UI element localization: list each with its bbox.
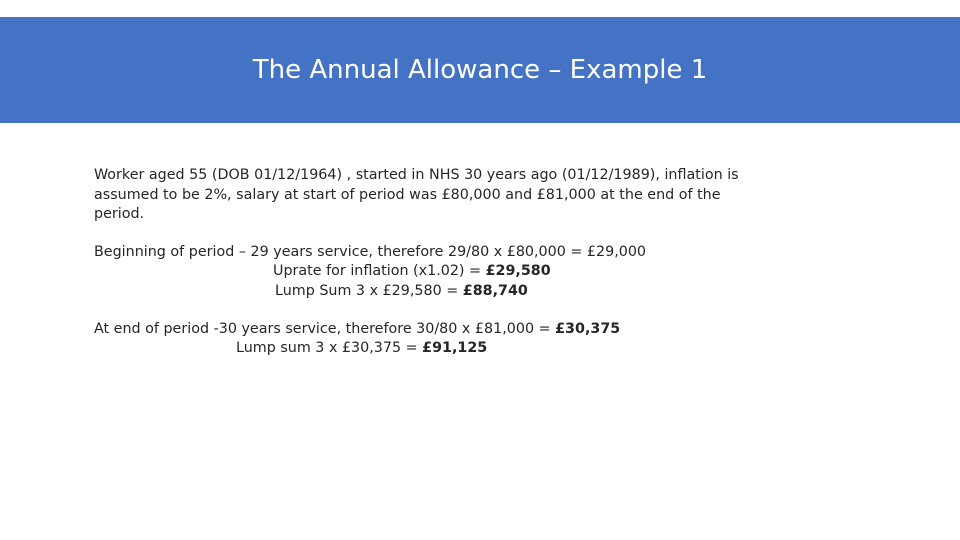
end-lump-sum-label: Lump sum 3 x £30,375 = (236, 340, 423, 356)
beginning-lump-sum-line (275, 282, 528, 302)
beginning-lump-sum-value: £88,740 (462, 283, 528, 299)
end-lump-sum-line (236, 339, 487, 359)
uprate-line (273, 262, 551, 282)
intro-paragraph (94, 166, 739, 225)
end-period-line (94, 320, 620, 340)
uprate-value: £29,580 (485, 263, 551, 279)
slide-title: The Annual Allowance – Example 1 (252, 55, 708, 85)
end-lump-sum-value: £91,125 (422, 340, 488, 356)
end-period-value: £30,375 (555, 321, 621, 337)
uprate-label: Uprate for inflation (x1.02) = (273, 263, 486, 279)
beginning-period-line: Beginning of period – 29 years service, therefore 29/80 x £80,000 = £29,000 (94, 244, 647, 260)
intro-line-3: period. (94, 206, 145, 222)
intro-line-1: Worker aged 55 (DOB 01/12/1964) , started in NHS 30 years ago (01/12/1989), inflation is (94, 167, 739, 183)
beginning-lump-sum-label: Lump Sum 3 x £29,580 = (275, 283, 463, 299)
end-period-label: At end of period -30 years service, therefore 30/80 x £81,000 = (94, 321, 556, 337)
intro-line-2: assumed to be 2%, salary at start of period was £80,000 and £81,000 at the end of the (94, 186, 721, 203)
